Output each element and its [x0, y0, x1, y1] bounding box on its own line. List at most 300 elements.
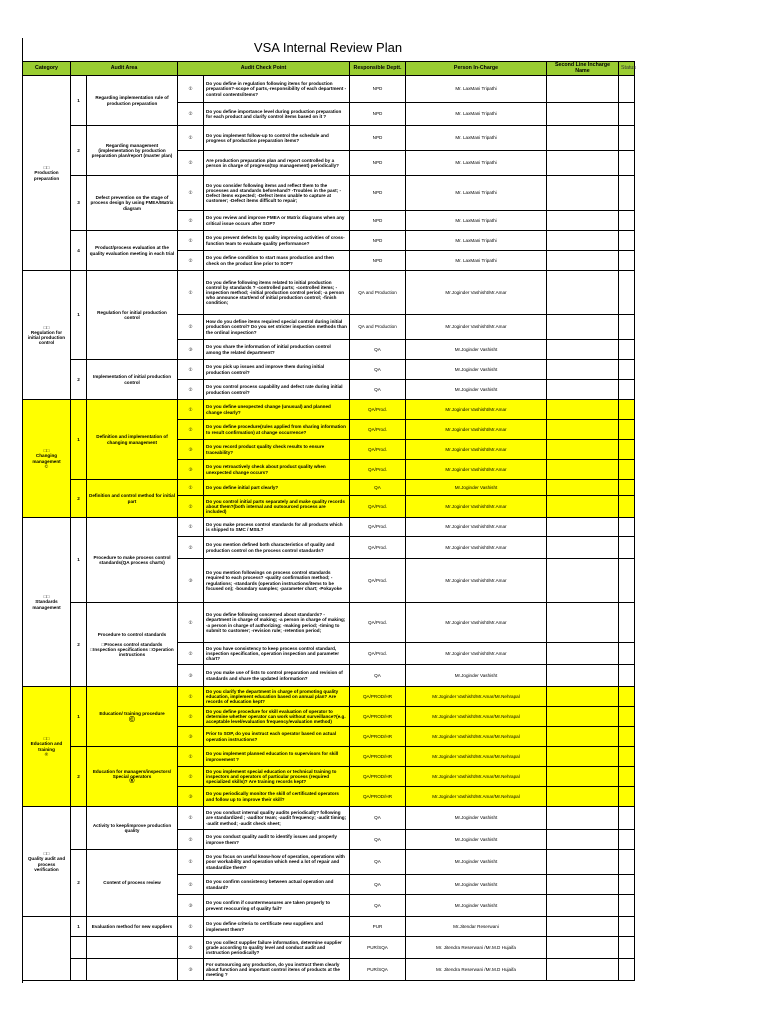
- second-line-cell: [547, 807, 619, 830]
- person-cell: Mr.Joginder Vashisht/Mr.Amar: [406, 496, 547, 518]
- table-row: [23, 807, 635, 830]
- status-cell: [619, 807, 635, 830]
- check-point-cell: Prior to SOP, do you instruct each operator based on actual operation instructions?: [204, 727, 350, 747]
- status-cell: [619, 850, 635, 875]
- item-mark: ②: [178, 707, 204, 727]
- second-line-cell: [547, 231, 619, 251]
- second-line-cell: [547, 707, 619, 727]
- table-row: [23, 747, 635, 767]
- check-point-cell: Do you mention defined both characteristics of quality and production control on the process control standards?: [204, 537, 350, 559]
- status-cell: [619, 420, 635, 440]
- category-cell: □□ Education and training ®: [23, 687, 71, 807]
- second-line-cell: [547, 917, 619, 937]
- dept-cell: QA: [350, 850, 406, 875]
- table-row: [23, 126, 635, 151]
- dept-cell: QA/PROD/HR: [350, 707, 406, 727]
- check-point-cell: Do you consider following items and reflect them to the processes and standards beforehand? -Troubles in the past; -Defect items expected; -Defect items unable to capture at customer; -Defect items difficult to repair;: [204, 176, 350, 211]
- dept-cell: QA/Prod.: [350, 643, 406, 665]
- dept-cell: QA/Prod.: [350, 559, 406, 603]
- area-number: 2: [71, 747, 87, 807]
- dept-cell: QA/Prod.: [350, 518, 406, 537]
- audit-area-cell: [87, 959, 178, 981]
- person-cell: Mr. Jitendra Reserwani /Mr.M.D Hujaifa: [406, 959, 547, 981]
- dept-cell: QA: [350, 895, 406, 917]
- dept-cell: NPD: [350, 126, 406, 151]
- dept-cell: PUR/SQA: [350, 959, 406, 981]
- dept-cell: NPD: [350, 76, 406, 103]
- dept-cell: NPD: [350, 231, 406, 251]
- person-cell: Mr.Joginder Vashisht/Mr.Amar: [406, 315, 547, 340]
- dept-cell: QA: [350, 340, 406, 360]
- header-row: [23, 62, 635, 76]
- person-cell: Mr.Joginder Vashisht/Mr.Amar: [406, 643, 547, 665]
- person-cell: Mr. Jitendra Reserwani /Mr.M.D Hujaifa: [406, 937, 547, 959]
- audit-area-cell: Definition and control method for initial part: [87, 480, 178, 518]
- dept-cell: QA/Prod.: [350, 460, 406, 480]
- status-cell: [619, 687, 635, 707]
- second-line-cell: [547, 271, 619, 315]
- audit-area-cell: Regarding management (implementation by production preparation plan/report (master plan): [87, 126, 178, 176]
- person-cell: Mr. LaxMani Tripathi: [406, 151, 547, 176]
- area-number: 2: [71, 850, 87, 917]
- dept-cell: QA/PROD/HR: [350, 767, 406, 787]
- status-cell: [619, 480, 635, 496]
- table-row: [23, 176, 635, 211]
- header-check-point: Audit Check Point: [178, 62, 350, 76]
- status-cell: [619, 830, 635, 850]
- dept-cell: PUR/SQA: [350, 937, 406, 959]
- status-cell: [619, 126, 635, 151]
- item-mark: ②: [178, 830, 204, 850]
- dept-cell: QA/PROD/HR: [350, 787, 406, 807]
- item-mark: ③: [178, 559, 204, 603]
- item-mark: ③: [178, 959, 204, 981]
- item-mark: ③: [178, 460, 204, 480]
- table-row: [23, 231, 635, 251]
- status-cell: [619, 251, 635, 271]
- second-line-cell: [547, 151, 619, 176]
- item-mark: ①: [178, 480, 204, 496]
- person-cell: Mr.Joginder Vashisht/Mr.Amar: [406, 559, 547, 603]
- category-cell: □□ Production preparation: [23, 76, 71, 271]
- status-cell: [619, 231, 635, 251]
- dept-cell: PUR: [350, 917, 406, 937]
- item-mark: ①: [178, 747, 204, 767]
- status-cell: [619, 360, 635, 380]
- person-cell: Mr.Joginder Vashisht/Mr.Amar: [406, 603, 547, 643]
- person-cell: Mr.Joginder Vashisht/Mr.Amar: [406, 518, 547, 537]
- status-cell: [619, 151, 635, 176]
- check-point-cell: Do you pick up issues and improve them during initial production control?: [204, 360, 350, 380]
- person-cell: Mr.Joginder Vashisht: [406, 665, 547, 687]
- second-line-cell: [547, 895, 619, 917]
- audit-area-cell: Regulation for initial production control: [87, 271, 178, 360]
- dept-cell: QA: [350, 360, 406, 380]
- audit-area-cell: Activity to keep/improve production quality: [87, 807, 178, 850]
- check-point-cell: Do you confirm if countermeasures are taken properly to prevent reoccurring of quality fail?: [204, 895, 350, 917]
- item-mark: ③: [178, 895, 204, 917]
- status-cell: [619, 518, 635, 537]
- area-number: 1: [71, 917, 87, 937]
- person-cell: Mr. LaxMani Tripathi: [406, 251, 547, 271]
- check-point-cell: Do you prevent defects by quality improving activities of cross-function team to evaluate quality performance?: [204, 231, 350, 251]
- audit-area-cell: Content of process review: [87, 850, 178, 917]
- audit-area-cell: Procedure to make process control standards(QA process charts): [87, 518, 178, 603]
- area-number: 4: [71, 231, 87, 271]
- status-cell: [619, 937, 635, 959]
- second-line-cell: [547, 496, 619, 518]
- second-line-cell: [547, 747, 619, 767]
- person-cell: Mr.Joginder Vashisht/Mr.Amar/Mr.Nehrapal: [406, 687, 547, 707]
- item-mark: ②: [178, 251, 204, 271]
- check-point-cell: Do you clarify the department in charge of promoting quality education, implement education based on annual plan? Are records of education kept?: [204, 687, 350, 707]
- person-cell: Mr.Jitendar Reserwani: [406, 917, 547, 937]
- dept-cell: QA/Prod.: [350, 440, 406, 460]
- person-cell: Mr.Joginder Vashisht: [406, 360, 547, 380]
- item-mark: ②: [178, 496, 204, 518]
- person-cell: Mr.Joginder Vashisht: [406, 875, 547, 895]
- item-mark: ②: [178, 875, 204, 895]
- check-point-cell: Do you conduct internal quality audits periodically? following are standardized ; -auditor team; -audit frequency; -audit timing; -audit method; -audit check sheet;: [204, 807, 350, 830]
- item-mark: ①: [178, 603, 204, 643]
- person-cell: Mr.Joginder Vashisht/Mr.Amar/Mr.Nehrapal: [406, 747, 547, 767]
- table-row: [23, 76, 635, 103]
- check-point-cell: Do you define condition to start mass production and then check on the product line prior to SOP?: [204, 251, 350, 271]
- dept-cell: QA/Prod.: [350, 420, 406, 440]
- person-cell: Mr. LaxMani Tripathi: [406, 76, 547, 103]
- table-row: [23, 959, 635, 981]
- person-cell: Mr.Joginder Vashisht/Mr.Amar/Mr.Nehrapal: [406, 787, 547, 807]
- item-mark: ②: [178, 643, 204, 665]
- status-cell: [619, 271, 635, 315]
- second-line-cell: [547, 937, 619, 959]
- item-mark: ②: [178, 380, 204, 400]
- dept-cell: QA: [350, 380, 406, 400]
- check-point-cell: Do you define in regulation following items for production preparation?-scope of parts,-responsibility of each department -control contents/items?: [204, 76, 350, 103]
- table-row: [23, 271, 635, 315]
- header-category: Category: [23, 62, 71, 76]
- check-point-cell: Do you control process capability and defect rate during initial production control?: [204, 380, 350, 400]
- dept-cell: QA/Prod.: [350, 603, 406, 643]
- person-cell: Mr.Joginder Vashisht/Mr.Amar: [406, 271, 547, 315]
- dept-cell: QA/PROD/HR: [350, 747, 406, 767]
- audit-area-cell: Evaluation method for new suppliers: [87, 917, 178, 937]
- check-point-cell: Do you control initial parts separately and make quality records about them?(both internal and outsourced process are included): [204, 496, 350, 518]
- item-mark: ①: [178, 400, 204, 420]
- second-line-cell: [547, 959, 619, 981]
- item-mark: ③: [178, 727, 204, 747]
- area-number: 2: [71, 360, 87, 400]
- second-line-cell: [547, 875, 619, 895]
- second-line-cell: [547, 103, 619, 126]
- item-mark: ②: [178, 537, 204, 559]
- check-point-cell: Do you have consistency to keep process control standard, inspection specification, operation inspection and parameter chart?: [204, 643, 350, 665]
- table-row: [23, 360, 635, 380]
- check-point-cell: Do you implement special education or technical training to inspectors and operators of particular process (required specialized skills)? Are training records kept?: [204, 767, 350, 787]
- person-cell: Mr.Joginder Vashisht/Mr.Amar: [406, 460, 547, 480]
- area-number: 1: [71, 271, 87, 360]
- area-number: [71, 937, 87, 959]
- area-number: 2: [71, 603, 87, 687]
- item-mark: ①: [178, 126, 204, 151]
- audit-area-cell: Procedure to control standards □Process control standards □Inspection specifications □Operation instructions: [87, 603, 178, 687]
- second-line-cell: [547, 559, 619, 603]
- dept-cell: QA: [350, 875, 406, 895]
- item-mark: ②: [178, 211, 204, 231]
- status-cell: [619, 747, 635, 767]
- status-cell: [619, 380, 635, 400]
- status-cell: [619, 665, 635, 687]
- dept-cell: NPD: [350, 176, 406, 211]
- status-cell: [619, 727, 635, 747]
- check-point-cell: Do you confirm consistency between actual operation and standard?: [204, 875, 350, 895]
- person-cell: Mr.Joginder Vashisht/Mr.Amar/Mr.Nehrapal: [406, 707, 547, 727]
- status-cell: [619, 211, 635, 231]
- table-row: [23, 518, 635, 537]
- status-cell: [619, 875, 635, 895]
- person-cell: Mr.Joginder Vashisht: [406, 850, 547, 875]
- person-cell: Mr. LaxMani Tripathi: [406, 176, 547, 211]
- check-point-cell: Do you review and improve FMEA or Matrix diagrams when any critical issue occurs after SOP?: [204, 211, 350, 231]
- check-point-cell: Do you collect supplier failure information, determine supplier grade according to quality level and conduct audit and instruction periodically?: [204, 937, 350, 959]
- item-mark: ①: [178, 360, 204, 380]
- status-cell: [619, 537, 635, 559]
- table-row: [23, 850, 635, 875]
- dept-cell: QA: [350, 665, 406, 687]
- header-dept: Responsible Deptt.: [350, 62, 406, 76]
- person-cell: Mr. LaxMani Tripathi: [406, 211, 547, 231]
- check-point-cell: Do you implement planned education to supervisors for skill improvement ?: [204, 747, 350, 767]
- second-line-cell: [547, 380, 619, 400]
- item-mark: ①: [178, 917, 204, 937]
- check-point-cell: How do you define items required special control during initial production control? Do you set stricter inspection methods than the ordinal inspection?: [204, 315, 350, 340]
- category-cell: □□ Standards management: [23, 518, 71, 687]
- item-mark: ①: [178, 807, 204, 830]
- second-line-cell: [547, 537, 619, 559]
- item-mark: ①: [178, 271, 204, 315]
- second-line-cell: [547, 850, 619, 875]
- area-number: 1: [71, 518, 87, 603]
- person-cell: Mr.Joginder Vashisht/Mr.Amar: [406, 400, 547, 420]
- dept-cell: QA/Prod.: [350, 537, 406, 559]
- review-plan-table: [22, 61, 635, 981]
- second-line-cell: [547, 126, 619, 151]
- area-number: 1: [71, 76, 87, 126]
- status-cell: [619, 559, 635, 603]
- person-cell: Mr.Joginder Vashisht/Mr.Amar/Mr.Nehrapal: [406, 767, 547, 787]
- second-line-cell: [547, 687, 619, 707]
- item-mark: ②: [178, 151, 204, 176]
- header-audit-area: Audit Area: [71, 62, 178, 76]
- table-row: [23, 687, 635, 707]
- audit-area-cell: [87, 937, 178, 959]
- dept-cell: NPD: [350, 251, 406, 271]
- check-point-cell: Do you define following items related to initial production control by standards ? -controlled parts; -controlled items; -inspection method; -initial production control period; -a person who announce start/end of initial production control; -finish condition;: [204, 271, 350, 315]
- dept-cell: QA: [350, 830, 406, 850]
- person-cell: Mr.Joginder Vashisht: [406, 807, 547, 830]
- status-cell: [619, 460, 635, 480]
- second-line-cell: [547, 211, 619, 231]
- status-cell: [619, 959, 635, 981]
- check-point-cell: Do you define importance level during production preparation for each product and clarify control items based on it ?: [204, 103, 350, 126]
- second-line-cell: [547, 830, 619, 850]
- audit-area-cell: Implementation of initial production control: [87, 360, 178, 400]
- status-cell: [619, 767, 635, 787]
- table-row: [23, 937, 635, 959]
- status-cell: [619, 103, 635, 126]
- category-cell: □□ Quality audit and process verification: [23, 807, 71, 917]
- second-line-cell: [547, 518, 619, 537]
- item-mark: ①: [178, 76, 204, 103]
- area-number: 1: [71, 400, 87, 480]
- table-row: [23, 480, 635, 496]
- check-point-cell: Do you focus on useful know-how of operation, operations with poor workability and operation which need a lot of repair and standardize them?: [204, 850, 350, 875]
- status-cell: [619, 895, 635, 917]
- second-line-cell: [547, 665, 619, 687]
- person-cell: Mr.Joginder Vashisht/Mr.Amar/Mr.Nehrapal: [406, 727, 547, 747]
- item-mark: ①: [178, 850, 204, 875]
- header-status: Status: [619, 62, 635, 76]
- item-mark: ②: [178, 767, 204, 787]
- item-mark: ②: [178, 937, 204, 959]
- check-point-cell: Do you implement follow-up to control the schedule and progress of production preparation items?: [204, 126, 350, 151]
- check-point-cell: Do you define criteria to certificate new suppliers and implement them?: [204, 917, 350, 937]
- second-line-cell: [547, 360, 619, 380]
- item-mark: ②: [178, 315, 204, 340]
- person-cell: Mr.Joginder Vashisht/Mr.Amar: [406, 420, 547, 440]
- check-point-cell: Do you record product quality check results to ensure traceability?: [204, 440, 350, 460]
- audit-area-cell: Definition and implementation of changing management: [87, 400, 178, 480]
- dept-cell: QA/Prod.: [350, 496, 406, 518]
- area-number: 2: [71, 126, 87, 176]
- status-cell: [619, 76, 635, 103]
- second-line-cell: [547, 643, 619, 665]
- person-cell: Mr.Joginder Vashisht: [406, 340, 547, 360]
- second-line-cell: [547, 420, 619, 440]
- item-mark: ②: [178, 420, 204, 440]
- page-title: VSA Internal Review Plan: [253, 40, 403, 55]
- dept-cell: QA and Production: [350, 315, 406, 340]
- check-point-cell: Do you conduct quality audit to identify issues and properly improve them?: [204, 830, 350, 850]
- audit-area-cell: Product/process evaluation at the quality evaluation meeting in each trial: [87, 231, 178, 271]
- header-incharge: Person In-Charge: [406, 62, 547, 76]
- dept-cell: QA/PROD/HR: [350, 687, 406, 707]
- status-cell: [619, 787, 635, 807]
- check-point-cell: Do you define initial part clearly?: [204, 480, 350, 496]
- second-line-cell: [547, 76, 619, 103]
- person-cell: Mr. LaxMani Tripathi: [406, 231, 547, 251]
- check-point-cell: For outsourcing any production, do you instruct them clearly about function and important control items of products at the meeting ?: [204, 959, 350, 981]
- area-number: [71, 959, 87, 981]
- status-cell: [619, 496, 635, 518]
- check-point-cell: Are production preparation plan and report controlled by a person in charge of progress(top management) periodically?: [204, 151, 350, 176]
- person-cell: Mr. LaxMani Tripathi: [406, 126, 547, 151]
- dept-cell: QA/PROD/HR: [350, 727, 406, 747]
- status-cell: [619, 340, 635, 360]
- second-line-cell: [547, 400, 619, 420]
- status-cell: [619, 707, 635, 727]
- item-mark: ③: [178, 787, 204, 807]
- second-line-cell: [547, 440, 619, 460]
- person-cell: Mr.Joginder Vashisht: [406, 480, 547, 496]
- check-point-cell: Do you make use of lists to control preparation and revision of standards and share the updated information?: [204, 665, 350, 687]
- area-number: 1: [71, 687, 87, 747]
- category-cell: □□ Changing management ©: [23, 400, 71, 518]
- item-mark: ①: [178, 518, 204, 537]
- status-cell: [619, 400, 635, 420]
- item-mark: ③: [178, 340, 204, 360]
- table-row: [23, 400, 635, 420]
- status-cell: [619, 440, 635, 460]
- check-point-cell: Do you make process control standards for all products which is shipped to SMC / MSIL?: [204, 518, 350, 537]
- category-cell: □□ Regulation for initial production control: [23, 271, 71, 400]
- second-line-cell: [547, 727, 619, 747]
- item-mark: ②: [178, 103, 204, 126]
- second-line-cell: [547, 787, 619, 807]
- audit-area-cell: Education/ training procedure ©: [87, 687, 178, 747]
- status-cell: [619, 176, 635, 211]
- check-point-cell: Do you define procedure(rules applied from sharing information to result confirmation) at change occurrence?: [204, 420, 350, 440]
- second-line-cell: [547, 340, 619, 360]
- status-cell: [619, 315, 635, 340]
- area-number: 2: [71, 480, 87, 518]
- dept-cell: QA: [350, 480, 406, 496]
- dept-cell: QA and Production: [350, 271, 406, 315]
- check-point-cell: Do you define unexpected change (unusual) and planned change clearly?: [204, 400, 350, 420]
- audit-area-cell: Defect prevention on the stage of process design by using FMEA/Matrix diagram: [87, 176, 178, 231]
- check-point-cell: Do you define following concerned about standards? -department in charge of making; -a person in charge of making; -a person in charge of authorizing; -making period; -timing to submit to customer; -revision rule; -retention period;: [204, 603, 350, 643]
- status-cell: [619, 603, 635, 643]
- person-cell: Mr.Joginder Vashisht/Mr.Amar: [406, 440, 547, 460]
- second-line-cell: [547, 603, 619, 643]
- second-line-cell: [547, 315, 619, 340]
- category-cell: [23, 917, 71, 981]
- audit-area-cell: Education for managers/inspectors/ Special operators ®: [87, 747, 178, 807]
- table-row: [23, 603, 635, 643]
- header-second-line: Second Line Incharge Name: [547, 62, 619, 76]
- item-mark: ①: [178, 231, 204, 251]
- item-mark: ③: [178, 440, 204, 460]
- person-cell: Mr.Joginder Vashisht: [406, 380, 547, 400]
- dept-cell: NPD: [350, 211, 406, 231]
- check-point-cell: Do you define procedure for skill evaluation of operator to determine whether operator can work without surveillance?(e.g. acceptable level/evaluation frequency/evaluation method): [204, 707, 350, 727]
- second-line-cell: [547, 460, 619, 480]
- second-line-cell: [547, 176, 619, 211]
- second-line-cell: [547, 767, 619, 787]
- status-cell: [619, 643, 635, 665]
- check-point-cell: Do you share the information of initial production control among the related department?: [204, 340, 350, 360]
- second-line-cell: [547, 251, 619, 271]
- status-cell: [619, 917, 635, 937]
- audit-area-cell: Regarding implementation rule of production preparation: [87, 76, 178, 126]
- check-point-cell: Do you periodically monitor the skill of certificated operators and follow up to improve their skill?: [204, 787, 350, 807]
- person-cell: Mr.Joginder Vashisht: [406, 895, 547, 917]
- dept-cell: QA/Prod.: [350, 400, 406, 420]
- table-row: [23, 917, 635, 937]
- area-number: 3: [71, 176, 87, 231]
- second-line-cell: [547, 480, 619, 496]
- dept-cell: QA: [350, 807, 406, 830]
- dept-cell: NPD: [350, 103, 406, 126]
- item-mark: ①: [178, 687, 204, 707]
- area-number: [71, 807, 87, 850]
- item-mark: ③: [178, 665, 204, 687]
- dept-cell: NPD: [350, 151, 406, 176]
- item-mark: ①: [178, 176, 204, 211]
- check-point-cell: Do you mention followings on process control standards required to each process? -quality confirmation method; -regulations; -standards (operation instructions/items to be focused on); -boundary samples; -parameter chart; -Pokayoke: [204, 559, 350, 603]
- person-cell: Mr. LaxMani Tripathi: [406, 103, 547, 126]
- check-point-cell: Do you retroactively check about product quality when unexpected change occurs?: [204, 460, 350, 480]
